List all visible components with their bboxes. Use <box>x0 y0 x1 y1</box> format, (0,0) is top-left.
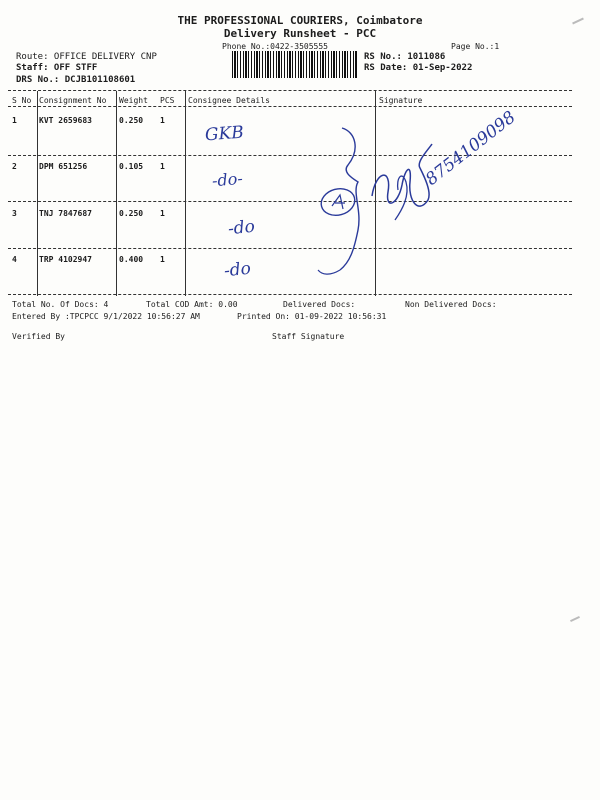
route: Route: OFFICE DELIVERY CNP <box>16 52 157 62</box>
row-pcs: 1 <box>160 116 165 125</box>
staff-signature: Staff Signature <box>272 332 345 341</box>
page-number: Page No.:1 <box>451 42 500 51</box>
row-consignment: KVT 2659683 <box>39 116 92 125</box>
col-header-consignee: Consignee Details <box>188 96 270 105</box>
non-delivered-docs: Non Delivered Docs: <box>405 300 497 309</box>
handwritten-consignee-3: -do <box>227 216 256 240</box>
verified-by: Verified By <box>12 332 65 341</box>
sheet-title: Delivery Runsheet - PCC <box>223 27 377 40</box>
delivered-docs: Delivered Docs: <box>283 300 356 309</box>
phone-number: Phone No.:0422-3505555 <box>222 42 328 51</box>
col-header-consignment: Consignment No <box>39 96 107 105</box>
col-header-signature: Signature <box>379 96 423 105</box>
row-pcs: 1 <box>160 255 165 264</box>
rs-date: RS Date: 01-Sep-2022 <box>364 63 473 73</box>
handwritten-phone: 8754109098 <box>422 107 520 190</box>
handwritten-consignee-1: GKB <box>204 122 245 146</box>
row-pcs: 1 <box>160 162 165 171</box>
company-name: THE PROFESSIONAL COURIERS, Coimbatore <box>177 14 423 27</box>
handwritten-consignee-2: -do- <box>211 168 244 191</box>
rs-number: RS No.: 1011086 <box>364 52 446 62</box>
col-header-sno: S No <box>12 96 32 105</box>
total-docs: Total No. Of Docs: 4 <box>12 300 109 309</box>
row-consignment: DPM 651256 <box>39 162 88 171</box>
row-weight: 0.400 <box>119 255 144 264</box>
row-weight: 0.250 <box>119 116 144 125</box>
row-sno: 4 <box>12 255 17 264</box>
entered-by: Entered By :TPCPCC 9/1/2022 10:56:27 AM <box>12 312 200 321</box>
row-consignment: TNJ 7847687 <box>39 209 92 218</box>
printed-on: Printed On: 01-09-2022 10:56:31 <box>237 312 387 321</box>
row-consignment: TRP 4102947 <box>39 255 92 264</box>
col-header-pcs: PCS <box>160 96 175 105</box>
row-sno: 1 <box>12 116 17 125</box>
signature-stroke <box>372 144 432 206</box>
total-cod: Total COD Amt: 0.00 <box>146 300 238 309</box>
row-sno: 3 <box>12 209 17 218</box>
col-header-weight: Weight <box>119 96 148 105</box>
row-sno: 2 <box>12 162 17 171</box>
staff: Staff: OFF STFF <box>16 63 98 73</box>
handwritten-consignee-4: -do <box>223 258 252 282</box>
brace-tail-stroke <box>318 270 340 274</box>
drs-number: DRS No.: DCJB101108601 <box>16 75 136 85</box>
row-weight: 0.105 <box>119 162 144 171</box>
circled-mark <box>318 185 358 219</box>
brace-stroke <box>340 128 359 270</box>
circled-mark-inner <box>332 195 345 209</box>
row-pcs: 1 <box>160 209 165 218</box>
row-weight: 0.250 <box>119 209 144 218</box>
